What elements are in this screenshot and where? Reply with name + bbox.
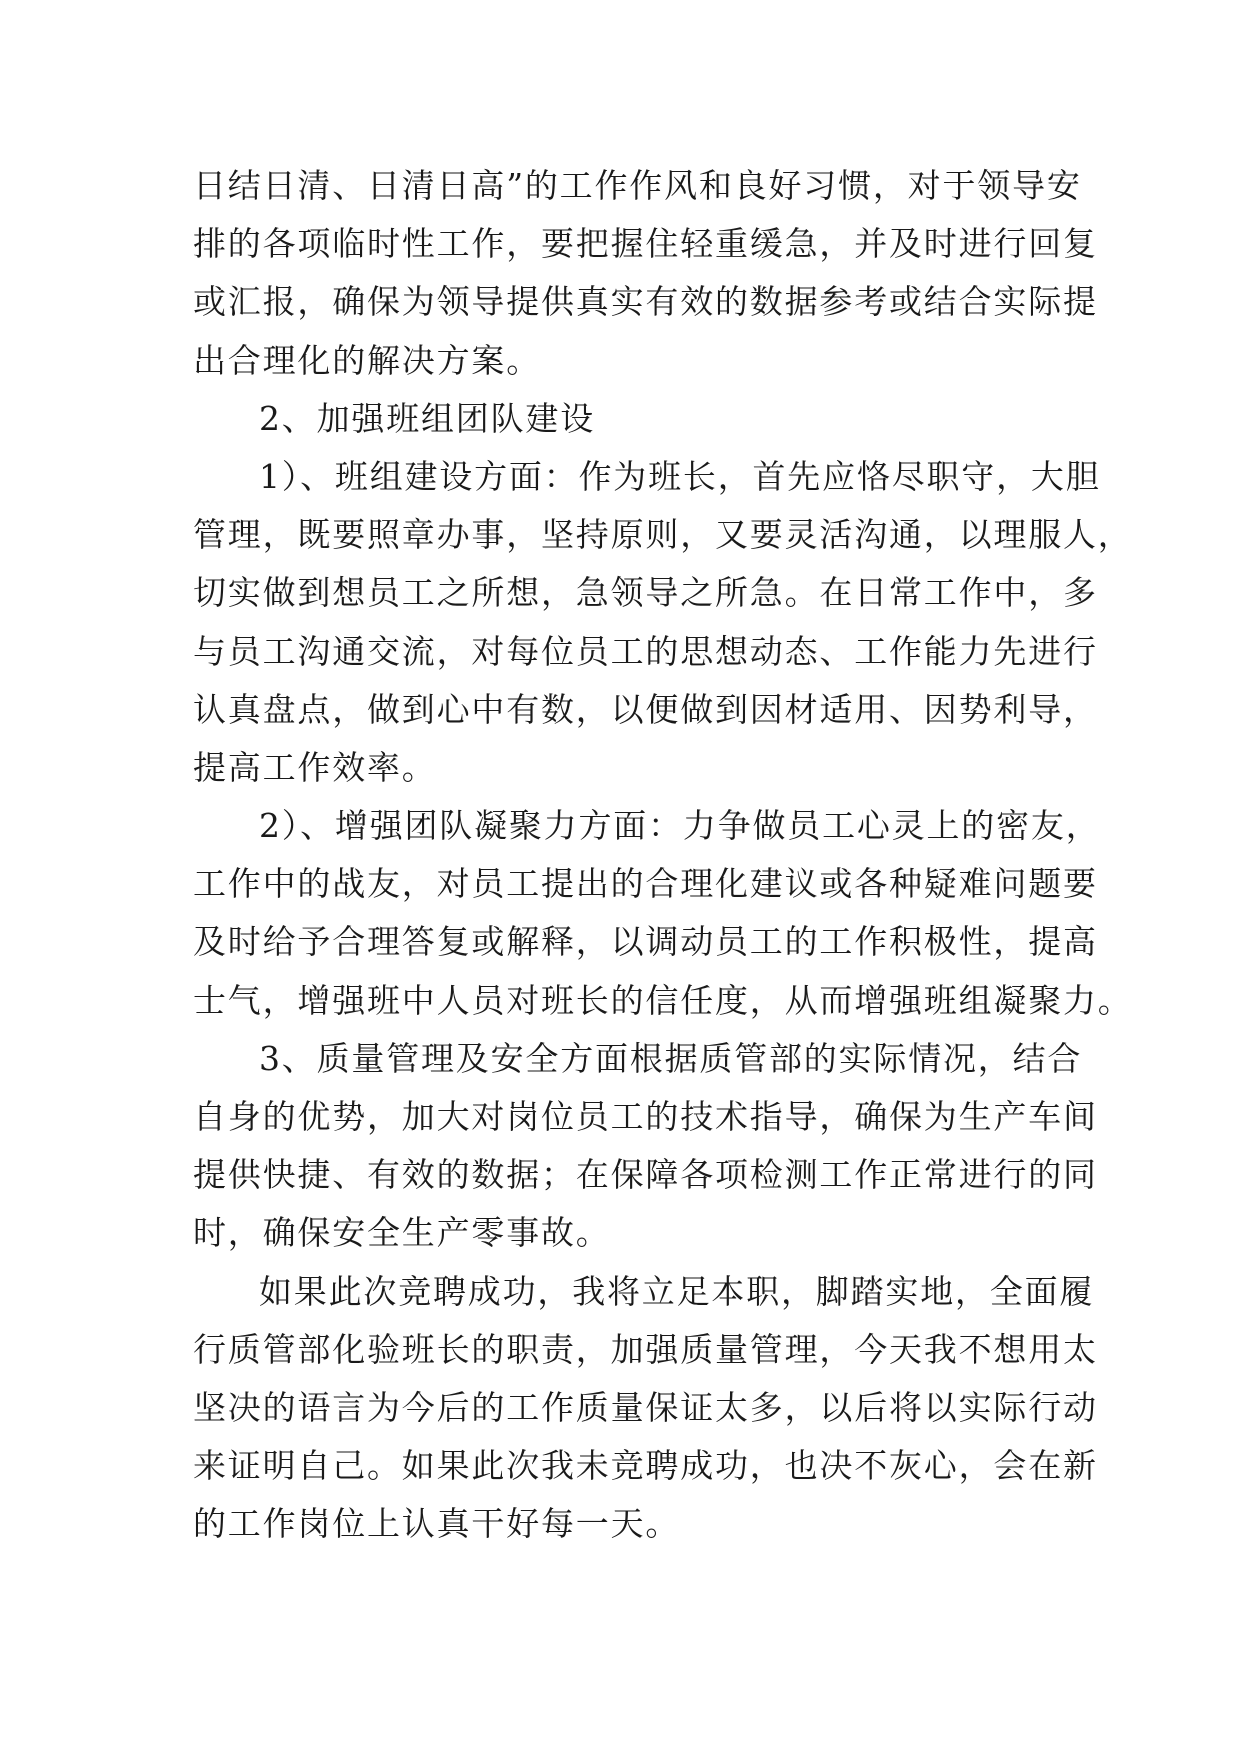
text-line: 3、质量管理及安全方面根据质管部的实际情况，结合 (259, 1038, 1083, 1078)
text-line: 与员工沟通交流，对每位员工的思想动态、工作能力先进行 (193, 631, 1098, 671)
text-line: 来证明自己。如果此次我未竞聘成功，也决不灰心，会在新 (193, 1446, 1098, 1486)
section-heading: 2、加强班组团队建设 (259, 398, 595, 438)
text-line: 行质管部化验班长的职责，加强质量管理，今天我不想用太 (193, 1329, 1098, 1369)
text-line: 提供快捷、有效的数据；在保障各项检测工作正常进行的同 (193, 1155, 1098, 1195)
text-line: 如果此次竞聘成功，我将立足本职，脚踏实地，全面履 (259, 1271, 1095, 1311)
text-line: 切实做到想员工之所想，急领导之所急。在日常工作中，多 (193, 573, 1098, 613)
text-line: 认真盘点，做到心中有数，以便做到因材适用、因势利导， (193, 689, 1098, 729)
text-line: 管理，既要照章办事，坚持原则，又要灵活沟通，以理服人， (193, 515, 1133, 555)
text-line: 及时给予合理答复或解释，以调动员工的工作积极性，提高 (193, 922, 1098, 962)
text-line: 自身的优势，加大对岗位员工的技术指导，确保为生产车间 (193, 1097, 1098, 1136)
text-line: 士气，增强班中人员对班长的信任度，从而增强班组凝聚力。 (193, 980, 1133, 1020)
text-line: 1）、班组建设方面：作为班长，首先应恪尽职守，大胆 (259, 456, 1101, 496)
text-line: 提高工作效率。 (193, 747, 437, 787)
text-line: 工作中的战友，对员工提出的合理化建议或各种疑难问题要 (193, 864, 1098, 904)
text-line: 或汇报，确保为领导提供真实有效的数据参考或结合实际提 (193, 282, 1098, 322)
text-line: 排的各项临时性工作，要把握住轻重缓急，并及时进行回复 (193, 224, 1098, 264)
text-line: 坚决的语言为今后的工作质量保证太多，以后将以实际行动 (193, 1387, 1098, 1427)
text-line: 日结日清、日清日高”的工作作风和良好习惯，对于领导安 (193, 166, 1082, 205)
text-line: 时，确保安全生产零事故。 (193, 1213, 611, 1253)
text-line: 的工作岗位上认真干好每一天。 (193, 1504, 681, 1544)
text-line: 出合理化的解决方案。 (193, 340, 541, 380)
document-body (193, 157, 1133, 1554)
text-line: 2）、增强团队凝聚力方面：力争做员工心灵上的密友， (259, 806, 1101, 846)
